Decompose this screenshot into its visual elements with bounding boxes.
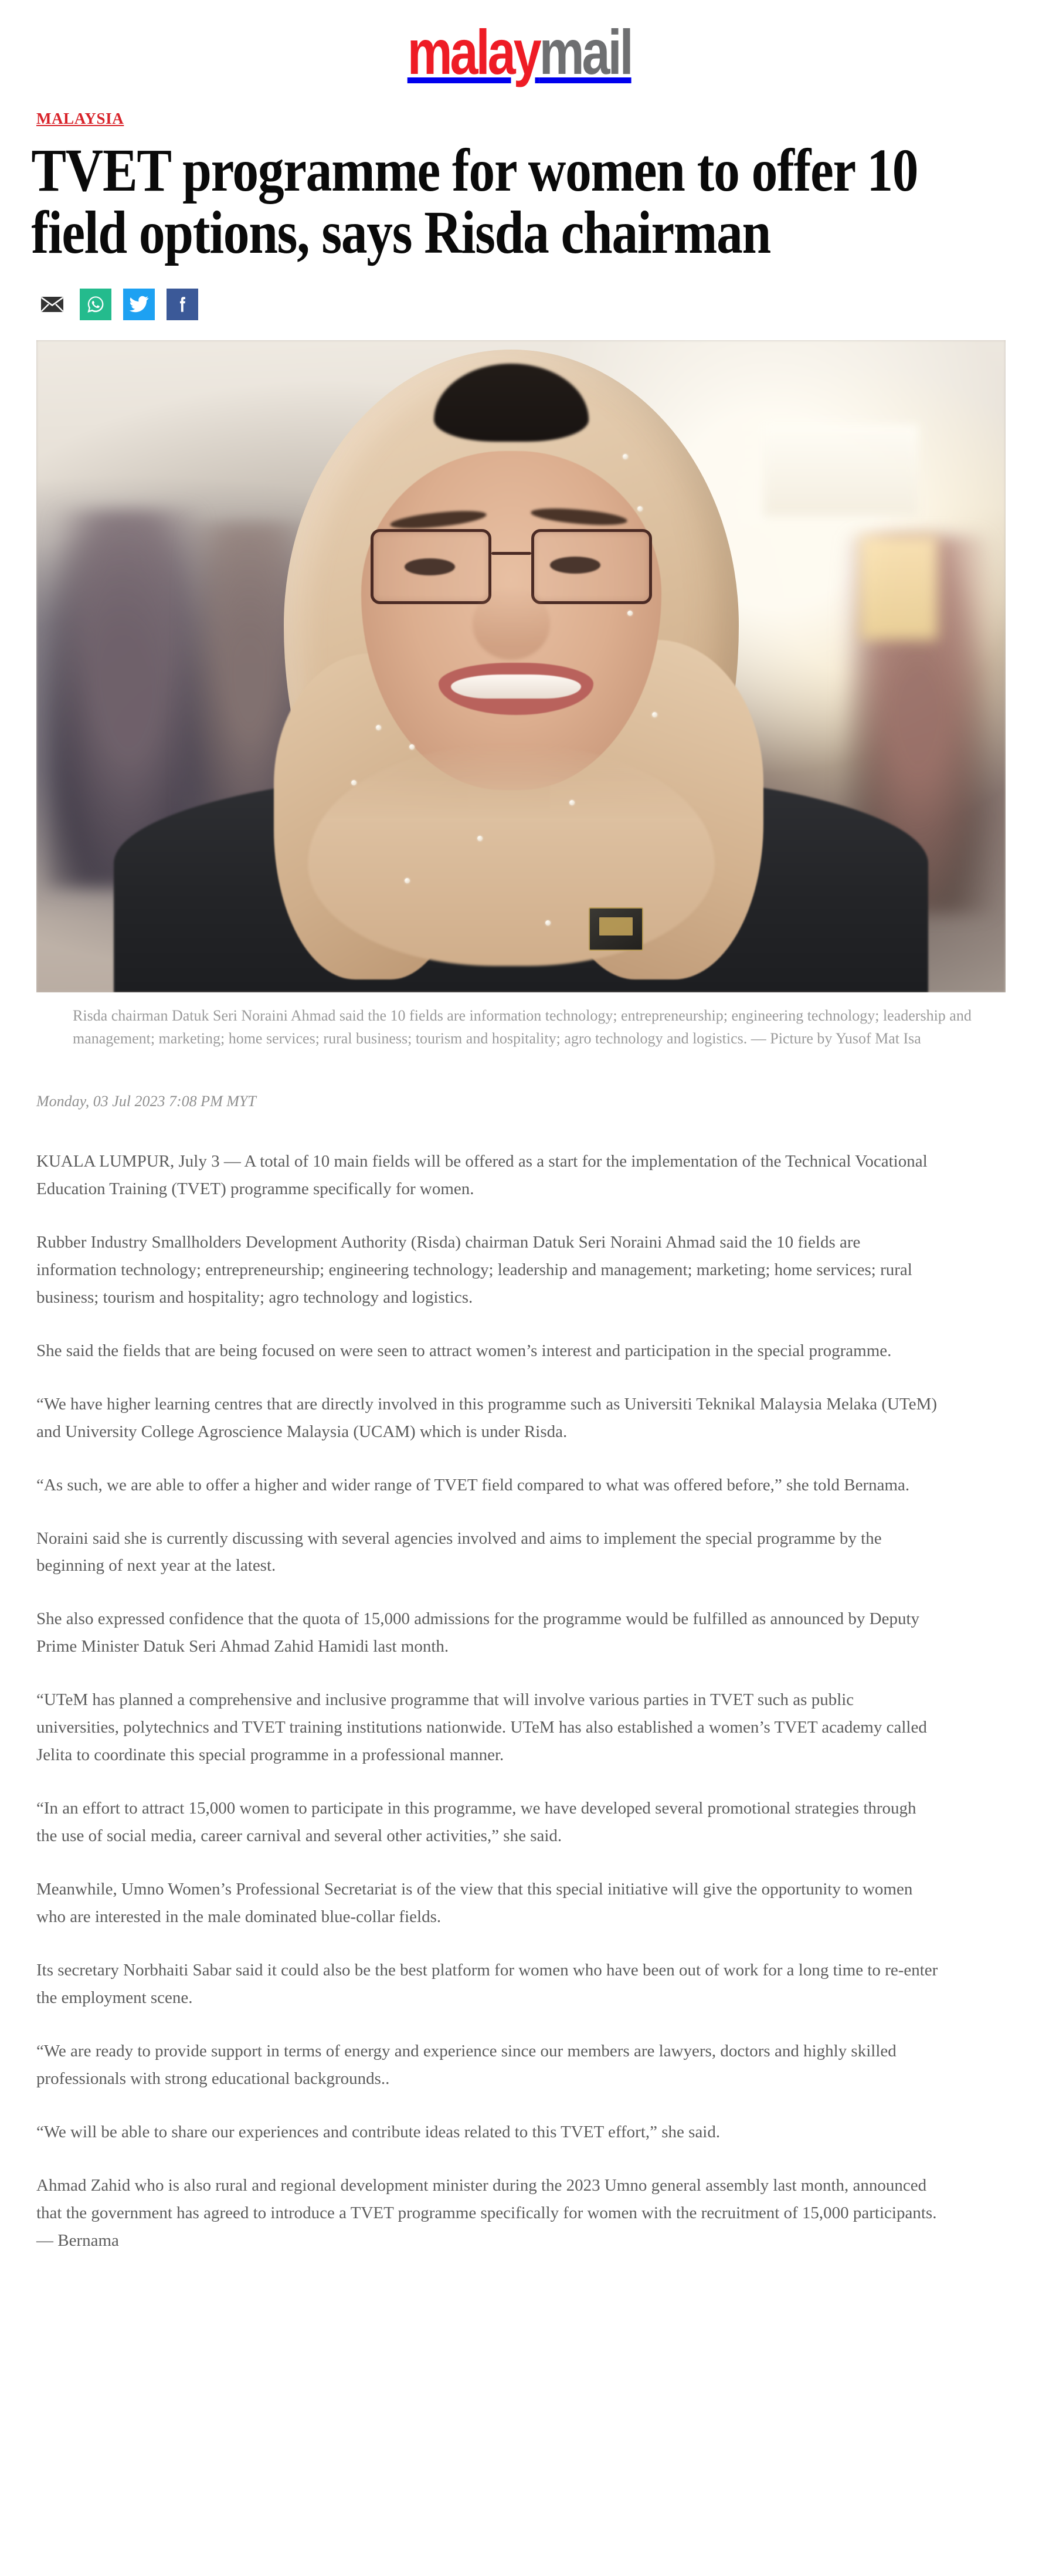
share-whatsapp-button[interactable] bbox=[80, 289, 111, 320]
article-headline: TVET programme for women to offer 10 field options, says Risda chairman bbox=[31, 136, 918, 266]
article-paragraph: Rubber Industry Smallholders Development Authority (Risda) chairman Datuk Seri Noraini Ahmad said the 10 fields are information technology; entrepreneurship; engineering technology; leadership and management; marketing; home services; rural business; tourism and hospitality; agro technology and logistics. bbox=[36, 1232, 912, 1307]
hijab-pearl bbox=[376, 725, 381, 730]
article-paragraph: Noraini said she is currently discussing with several agencies involved and aims to implement the special programme by the beginning of next year at the latest. bbox=[36, 1528, 882, 1575]
subject-teeth bbox=[451, 674, 581, 699]
twitter-icon bbox=[129, 296, 149, 313]
logo-text-malay: malay bbox=[408, 16, 540, 87]
subject-hijab-chin-wrap bbox=[308, 744, 715, 966]
section-kicker-malaysia[interactable]: MALAYSIA bbox=[36, 109, 124, 127]
article-body bbox=[0, 1148, 1039, 2296]
article-paragraph: “We are ready to provide support in terms of energy and experience since our members are lawyers, doctors and highly skilled professionals with strong educational backgrounds.. bbox=[36, 2042, 897, 2089]
email-icon bbox=[40, 296, 64, 313]
logo-text-mail: mail bbox=[539, 16, 631, 87]
article-image-caption: Risda chairman Datuk Seri Noraini Ahmad said the 10 fields are information technology; entrepreneurship; engineering technology; leadership and management; marketing; home services; rural business; tourism and hospitality; agro technology and logistics. — Picture by Yusof Mat Isa bbox=[73, 1006, 972, 1048]
article-paragraph: “In an effort to attract 15,000 women to participate in this programme, we have developed several promotional strategies through the use of social media, career carnival and several other activities,” she said. bbox=[36, 1799, 916, 1846]
article-paragraph: KUALA LUMPUR, July 3 — A total of 10 main fields will be offered as a start for the implementation of the Technical Vocational Education Training (TVET) programme specifically for women. bbox=[36, 1151, 928, 1198]
share-facebook-button[interactable] bbox=[167, 289, 198, 320]
share-twitter-button[interactable] bbox=[123, 289, 155, 320]
facebook-icon bbox=[172, 294, 192, 314]
photo-subject bbox=[36, 340, 1006, 992]
article-paragraph: “As such, we are able to offer a higher and wider range of TVET field compared to what was offered before,” she told Bernama. bbox=[36, 1475, 910, 1494]
article-paragraph: Its secretary Norbhaiti Sabar said it could also be the best platform for women who have been out of work for a long time to re-enter the employment scene. bbox=[36, 1961, 938, 2008]
article-paragraph: “We will be able to share our experiences and contribute ideas related to this TVET effort,” she said. bbox=[36, 2123, 721, 2142]
subject-nose bbox=[473, 588, 550, 659]
article-paragraph: She said the fields that are being focused on were seen to attract women’s interest and participation in the special programme. bbox=[36, 1341, 892, 1360]
hijab-pearl bbox=[652, 712, 657, 717]
glasses-bridge bbox=[491, 552, 531, 555]
article-paragraph: “UTeM has planned a comprehensive and inclusive programme that will involve various parties in TVET such as public universities, polytechnics and TVET training institutions nationwide. UTeM has also established a women’s TVET academy called Jelita to coordinate this special programme in a professional manner. bbox=[36, 1690, 927, 1765]
whatsapp-icon bbox=[86, 294, 106, 314]
article-figure bbox=[0, 340, 1039, 1050]
article-paragraph: Ahmad Zahid who is also rural and regional development minister during the 2023 Umno general assembly last month, announced that the government has agreed to introduce a TVET programme specifically for women with the recruitment of 15,000 participants. — Bernama bbox=[36, 2176, 937, 2250]
article-paragraph: Meanwhile, Umno Women’s Professional Secretariat is of the view that this special initiative will give the opportunity to women who are interested in the male dominated blue-collar fields. bbox=[36, 1880, 913, 1927]
site-masthead bbox=[0, 0, 1039, 96]
subject-lapel-badge bbox=[589, 907, 643, 950]
article-hero-image bbox=[36, 340, 1006, 992]
share-email-button[interactable] bbox=[36, 289, 68, 320]
article-paragraph: “We have higher learning centres that are directly involved in this programme such as Universiti Teknikal Malaysia Melaka (UTeM) and University College Agroscience Malaysia (UCAM) which is under Risda. bbox=[36, 1394, 938, 1441]
article-dateline: Monday, 03 Jul 2023 7:08 PM MYT bbox=[36, 1092, 256, 1110]
glasses-lens-left bbox=[371, 529, 491, 604]
kicker-row bbox=[0, 96, 1039, 127]
site-logo[interactable] bbox=[408, 16, 631, 87]
article-paragraph: She also expressed confidence that the quota of 15,000 admissions for the programme would be fulfilled as announced by Deputy Prime Minister Datuk Seri Ahmad Zahid Hamidi last month. bbox=[36, 1609, 920, 1656]
share-buttons-row bbox=[0, 289, 1039, 320]
hijab-pearl bbox=[569, 800, 575, 805]
hijab-pearl bbox=[477, 836, 483, 841]
glasses-lens-right bbox=[531, 529, 652, 604]
